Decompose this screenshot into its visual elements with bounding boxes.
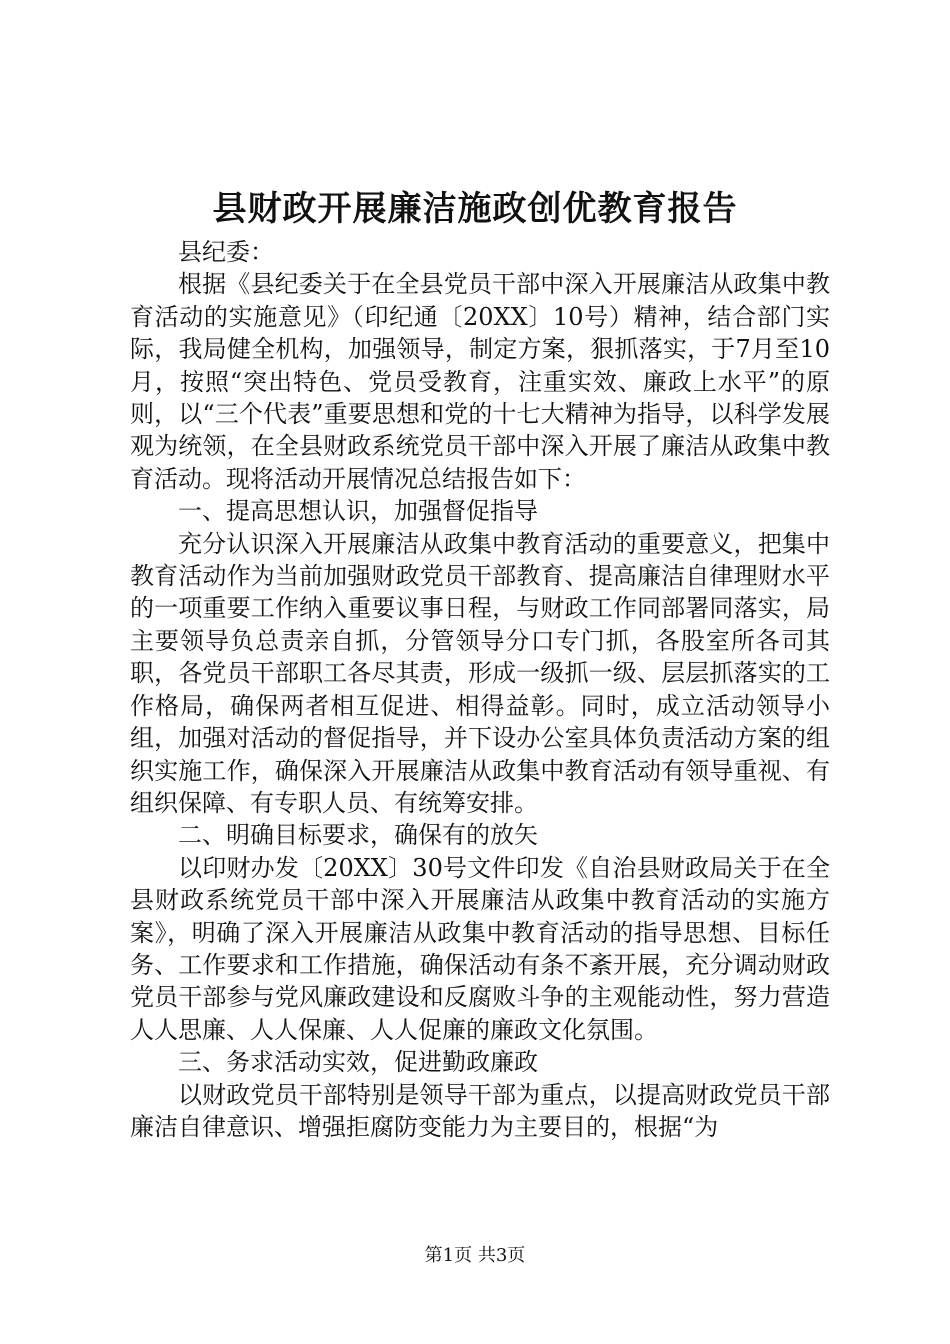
section-heading-2: 二、明确目标要求，确保有的放矢 <box>178 821 538 850</box>
page-footer: 第1页 共3页 <box>424 1245 526 1266</box>
section-heading-1: 一、提高思想认识，加强督促指导 <box>178 497 538 526</box>
paragraph-section-1: 充分认识深入开展廉洁从政集中教育活动的重要意义，把集中教育活动作为当前加强财政党员干部教育、提高廉洁自律理财水平的一项重要工作纳入重要议事日程，与财政工作同部署同落实，局主要领导负总责亲自抓，分管领导分口专门抓，各股室所各司其职，各党员干部职工各尽其责，形成一级抓一级、层层抓落实的工作格局，确保两者相互促进、相得益彰。同时，成立活动领导小组，加强对活动的督促指导，并下设办公室具体负责活动方案的组织实施工作，确保深入开展廉洁从政集中教育活动有领导重视、有组织保障、有专职人员、有统筹安排。 <box>130 529 830 817</box>
paragraph-section-3: 以财政党员干部特别是领导干部为重点，以提高财政党员干部廉洁自律意识、增强拒腐防变能力为主要目的，根据“为 <box>130 1080 830 1141</box>
document-title: 县财政开展廉洁施政创优教育报告 <box>212 189 738 229</box>
paragraph-section-2: 以印财办发〔20XX〕30号文件印发《自治县财政局关于在全县财政系统党员干部中深入开展廉洁从政集中教育活动的实施方案》，明确了深入开展廉洁从政集中教育活动的指导思想、目标任务、工作要求和工作措施，确保活动有条不紊开展，充分调动财政党员干部参与党风廉政建设和反腐败斗争的主观能动性，努力营造人人思廉、人人保廉、人人促廉的廉政文化氛围。 <box>130 853 830 1044</box>
paragraph-intro: 根据《县纪委关于在全县党员干部中深入开展廉洁从政集中教育活动的实施意见》（印纪通〔20XX〕10号）精神，结合部门实际，我局健全机构，加强领导，制定方案，狠抓落实，于7月至10月，按照“突出特色、党员受教育，注重实效、廉政上水平”的原则，以“三个代表”重要思想和党的十七大精神为指导，以科学发展观为统领，在全县财政系统党员干部中深入开展了廉洁从政集中教育活动。现将活动开展情况总结报告如下： <box>130 270 830 493</box>
section-heading-3: 三、务求活动实效，促进勤政廉政 <box>178 1048 538 1077</box>
salutation: 县纪委： <box>178 238 274 266</box>
document-body <box>130 236 830 1143</box>
